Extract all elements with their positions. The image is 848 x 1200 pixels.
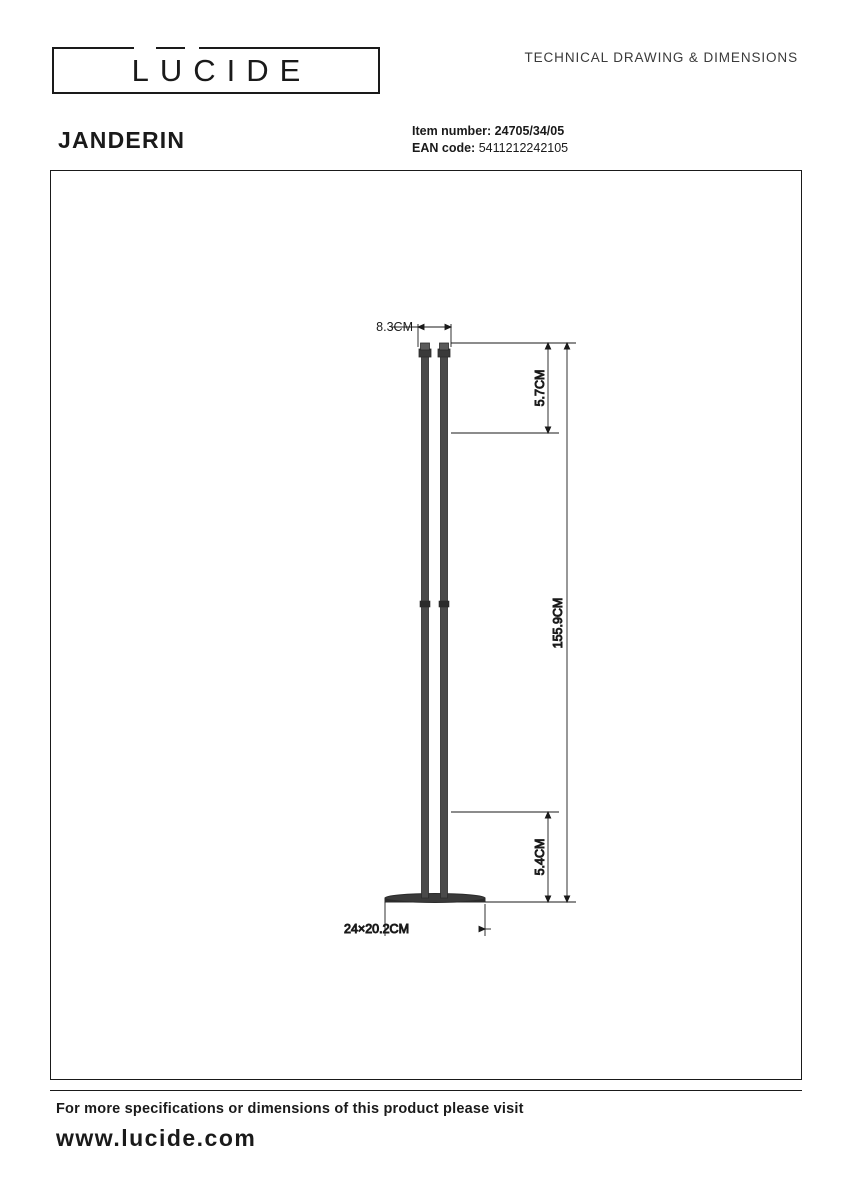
item-number-value: 24705/34/05	[494, 124, 565, 138]
drawing-frame	[50, 170, 802, 1080]
footer-website-link[interactable]: www.lucide.com	[56, 1125, 257, 1151]
lamp-tube-right	[438, 343, 450, 898]
logo-notch-decoration-2	[185, 39, 199, 51]
ean-code-value: 5411212242105	[478, 141, 569, 155]
item-number-row	[412, 123, 568, 140]
page-header	[0, 0, 848, 155]
dimension-label-base-width: 24×20.2CM	[344, 922, 409, 936]
page-title: JANDERIN	[58, 127, 186, 153]
dimension-label-5-7cm: 5.7CM	[533, 369, 547, 407]
dimension-label-155-9cm: 155.9CM	[551, 597, 565, 649]
product-meta	[412, 123, 568, 157]
item-number-label: Item number:	[412, 124, 492, 138]
technical-drawing-label: TECHNICAL DRAWING & DIMENSIONS	[524, 50, 798, 65]
footer-divider	[50, 1090, 802, 1091]
technical-drawing	[51, 171, 803, 1081]
dimension-total-height	[564, 343, 569, 902]
footer-note: For more specifications or dimensions of this product please visit	[56, 1101, 524, 1117]
brand-logo-text: LUCIDE	[131, 52, 312, 88]
brand-logo	[52, 47, 380, 94]
ean-code-label: EAN code:	[412, 141, 476, 155]
ean-code-row	[412, 140, 568, 157]
lamp-tube-left	[419, 343, 431, 898]
logo-notch-decoration	[134, 39, 156, 51]
dimension-label-8-3cm: 8.3CM	[376, 320, 413, 334]
lamp-base	[385, 894, 485, 903]
dimension-label-5-4cm: 5.4CM	[533, 838, 547, 876]
